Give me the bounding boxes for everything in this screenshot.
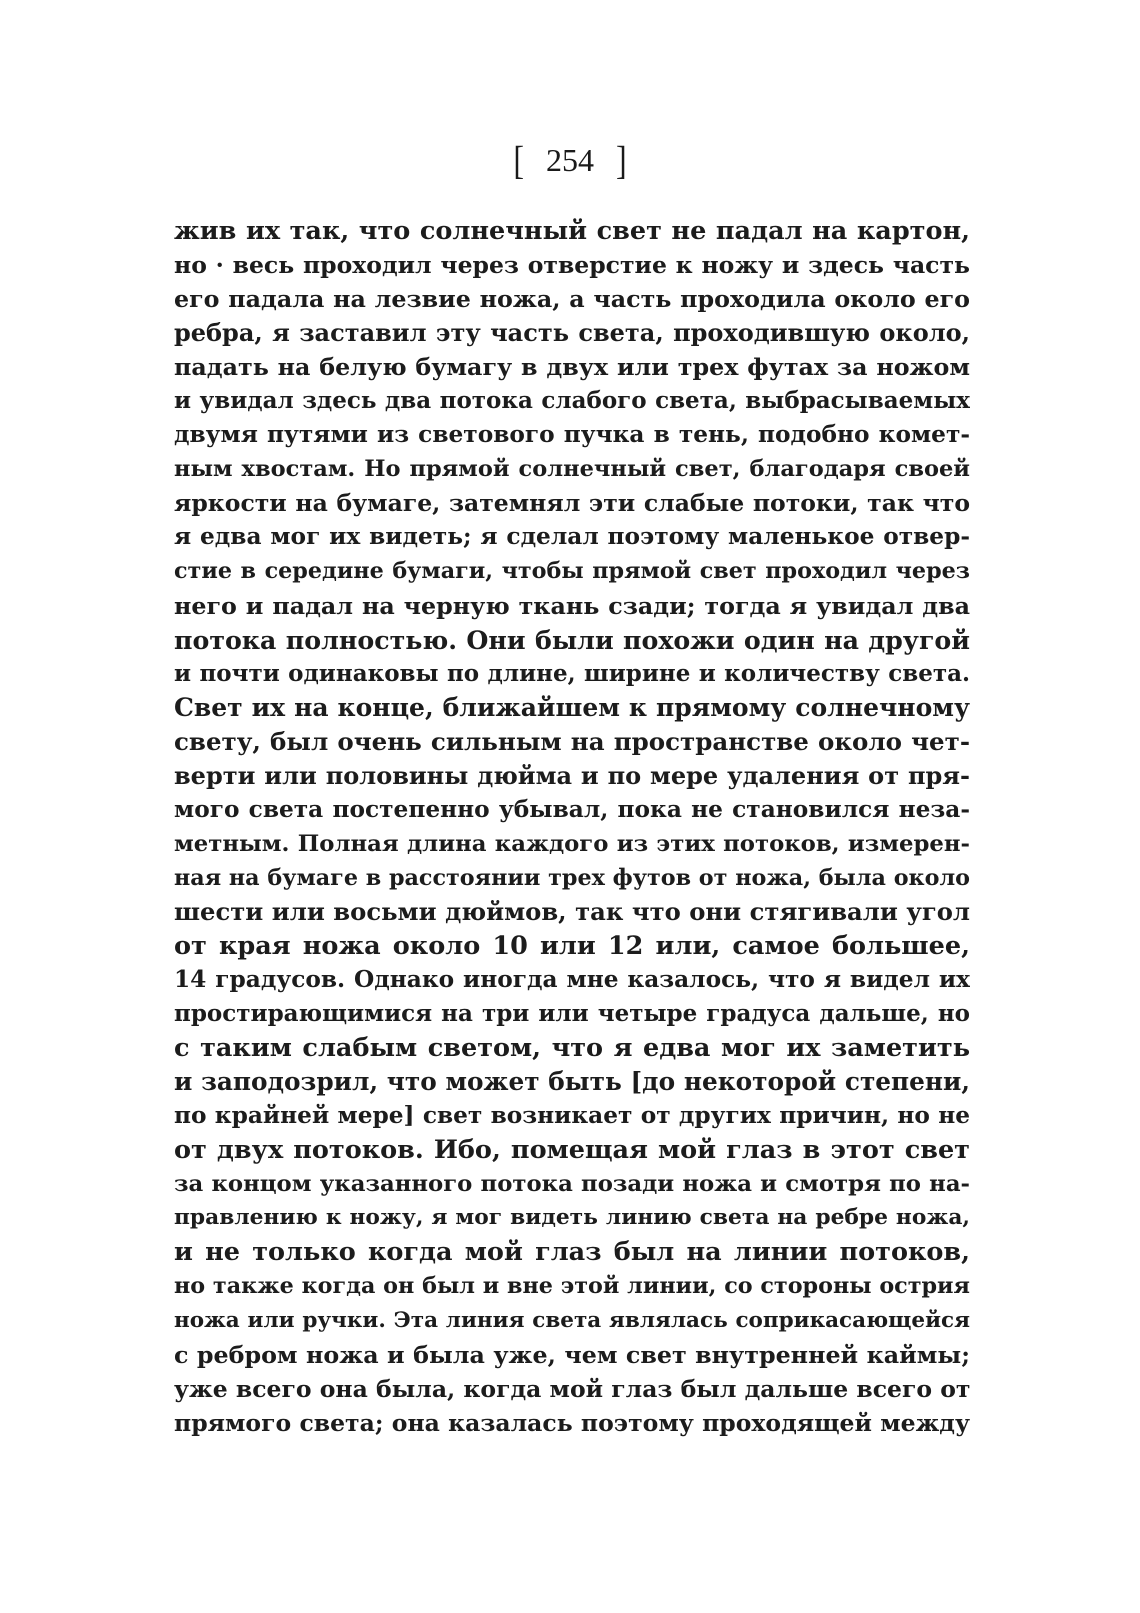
text-line: за концом указанного потока позади ножа и смотря по на- <box>174 1171 970 1198</box>
text-line: жив их так, что солнечный свет не падал на картон, <box>174 216 970 246</box>
text-line: ная на бумаге в расстоянии трех футов от ножа, была около <box>174 864 970 891</box>
text-line: ным хвостам. Но прямой солнечный свет, благодаря своей <box>174 456 970 483</box>
text-line: но · весь проходил через отверстие к ножу и здесь часть <box>174 251 970 280</box>
text-line: от двух потоков. Ибо, помещая мой глаз в этот свет <box>174 1135 970 1166</box>
text-line: и увидал здесь два потока слабого света, выбрасываемых <box>174 387 970 415</box>
text-line: шести или восьми дюймов, так что они стягивали угол <box>174 896 970 926</box>
text-line: и не только когда мой глаз был на линии потоков, <box>174 1237 970 1268</box>
text-line: свету, был очень сильным на пространстве около чет- <box>174 726 970 756</box>
text-line: по крайней мере] свет возникает от других причин, но не <box>174 1102 970 1130</box>
page-number <box>0 137 1140 183</box>
text-line: от края ножа около 10 или 12 или, самое большее, <box>174 930 970 961</box>
text-line: и заподозрил, что может быть [до некоторой степени, <box>174 1067 970 1097</box>
text-line: двумя путями из светового пучка в тень, подобно комет- <box>174 421 970 449</box>
text-line: мого света постепенно убывал, пока не становился неза- <box>174 795 970 823</box>
text-line: ножа или ручки. Эта линия света являлась соприкасающейся <box>174 1307 970 1333</box>
text-line: потока полностью. Они были похожи один на другой <box>174 624 970 655</box>
left-bracket: [ <box>513 137 524 183</box>
text-line: стие в середине бумаги, чтобы прямой свет проходил через <box>174 558 970 585</box>
text-line: и почти одинаковы по длине, ширине и количеству света. <box>174 659 970 687</box>
text-line: прямого света; она казалась поэтому проходящей между <box>174 1408 970 1437</box>
text-line: правлению к ножу, я мог видеть линию света на ребре ножа, <box>174 1205 970 1231</box>
text-line: падать на белую бумагу в двух или трех футах за ножом <box>174 353 970 382</box>
page-text-body <box>174 214 970 1440</box>
text-line: с таким слабым светом, что я едва мог их заметить <box>174 1033 970 1064</box>
page-number-value: 254 <box>546 142 594 178</box>
text-line: уже всего она была, когда мой глаз был дальше всего от <box>174 1374 970 1403</box>
text-line: его падала на лезвие ножа, а часть проходила около его <box>174 285 970 314</box>
text-line: 14 градусов. Однако иногда мне казалось, что я видел их <box>174 966 970 994</box>
text-line: него и падал на черную ткань сзади; тогда я увидал два <box>174 591 970 620</box>
text-line: верти или половины дюйма и по мере удаления от пря- <box>174 760 970 790</box>
text-line: но также когда он был и вне этой линии, со стороны острия <box>174 1273 970 1300</box>
text-line: я едва мог их видеть; я сделал поэтому маленькое отвер- <box>174 523 970 551</box>
text-line: простирающимися на три или четыре градуса дальше, но <box>174 1000 970 1028</box>
text-line: с ребром ножа и была уже, чем свет внутренней каймы; <box>174 1340 970 1369</box>
text-line: метным. Полная длина каждого из этих потоков, измерен- <box>174 830 970 857</box>
text-line: яркости на бумаге, затемнял эти слабые потоки, так что <box>174 489 970 518</box>
text-line: ребра, я заставил эту часть света, проходившую около, <box>174 318 970 348</box>
text-line: Свет их на конце, ближайшем к прямому солнечному <box>174 692 970 722</box>
right-bracket: ] <box>616 137 627 183</box>
